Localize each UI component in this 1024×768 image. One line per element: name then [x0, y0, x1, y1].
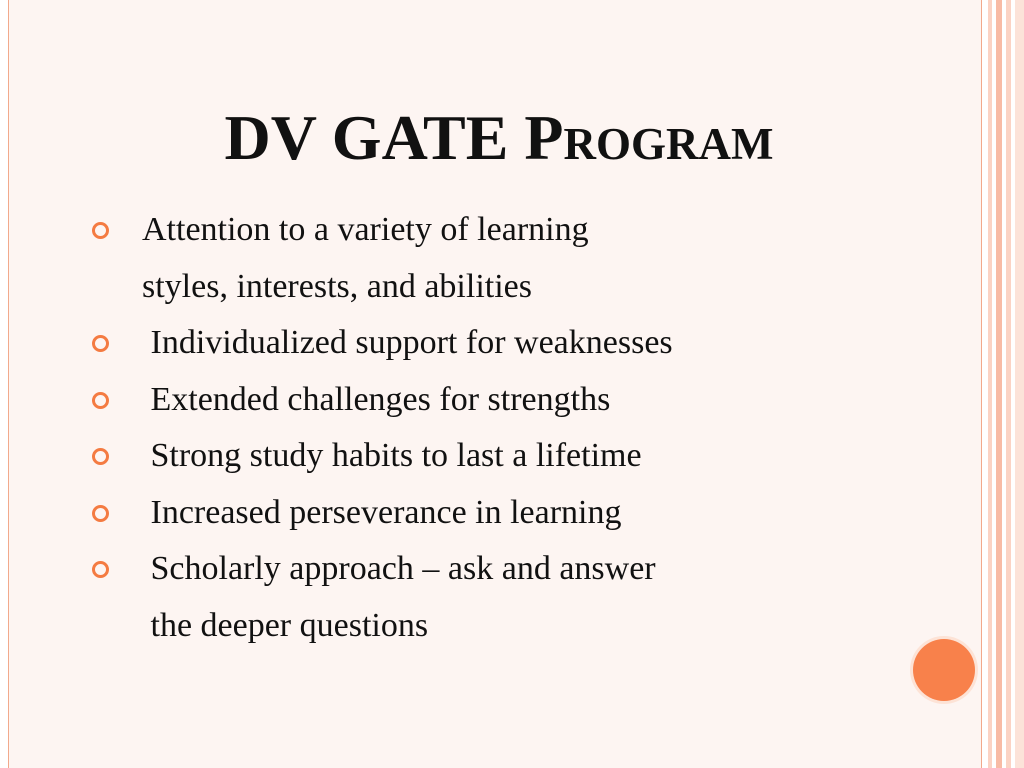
- bullet-item: [88, 202, 968, 315]
- decorative-circle: [913, 639, 975, 701]
- circle-bullet-icon: [92, 392, 109, 409]
- bullet-item: [88, 485, 968, 542]
- circle-bullet-icon: [92, 448, 109, 465]
- circle-bullet-icon: [92, 561, 109, 578]
- bullet-line: Individualized support for weaknesses: [142, 324, 673, 361]
- bullet-item: [88, 428, 968, 485]
- bullet-line: Scholarly approach – ask and answer: [142, 550, 656, 587]
- slide-title-smallcaps: Program: [524, 102, 774, 173]
- decorative-stripe: [1006, 0, 1011, 768]
- bullet-line: Extended challenges for strengths: [142, 380, 611, 418]
- bullet-list: [88, 202, 968, 654]
- bullet-item: [88, 541, 968, 654]
- bullet-item: [88, 372, 968, 429]
- bullet-item: [88, 315, 968, 372]
- circle-bullet-icon: [92, 222, 109, 239]
- decorative-stripe: [1015, 0, 1024, 768]
- bullet-line: styles, interests, and abilities: [142, 267, 532, 305]
- circle-bullet-icon: [92, 335, 109, 352]
- circle-bullet-icon: [92, 505, 109, 522]
- bullet-line: Increased perseverance in learning: [142, 493, 622, 531]
- bullet-line: the deeper questions: [142, 606, 429, 644]
- slide-title-main: DV GATE: [224, 102, 525, 173]
- bullet-line: Attention to a variety of learning: [142, 211, 589, 248]
- bullet-line: Strong study habits to last a lifetime: [142, 437, 642, 474]
- slide-title: [0, 100, 998, 176]
